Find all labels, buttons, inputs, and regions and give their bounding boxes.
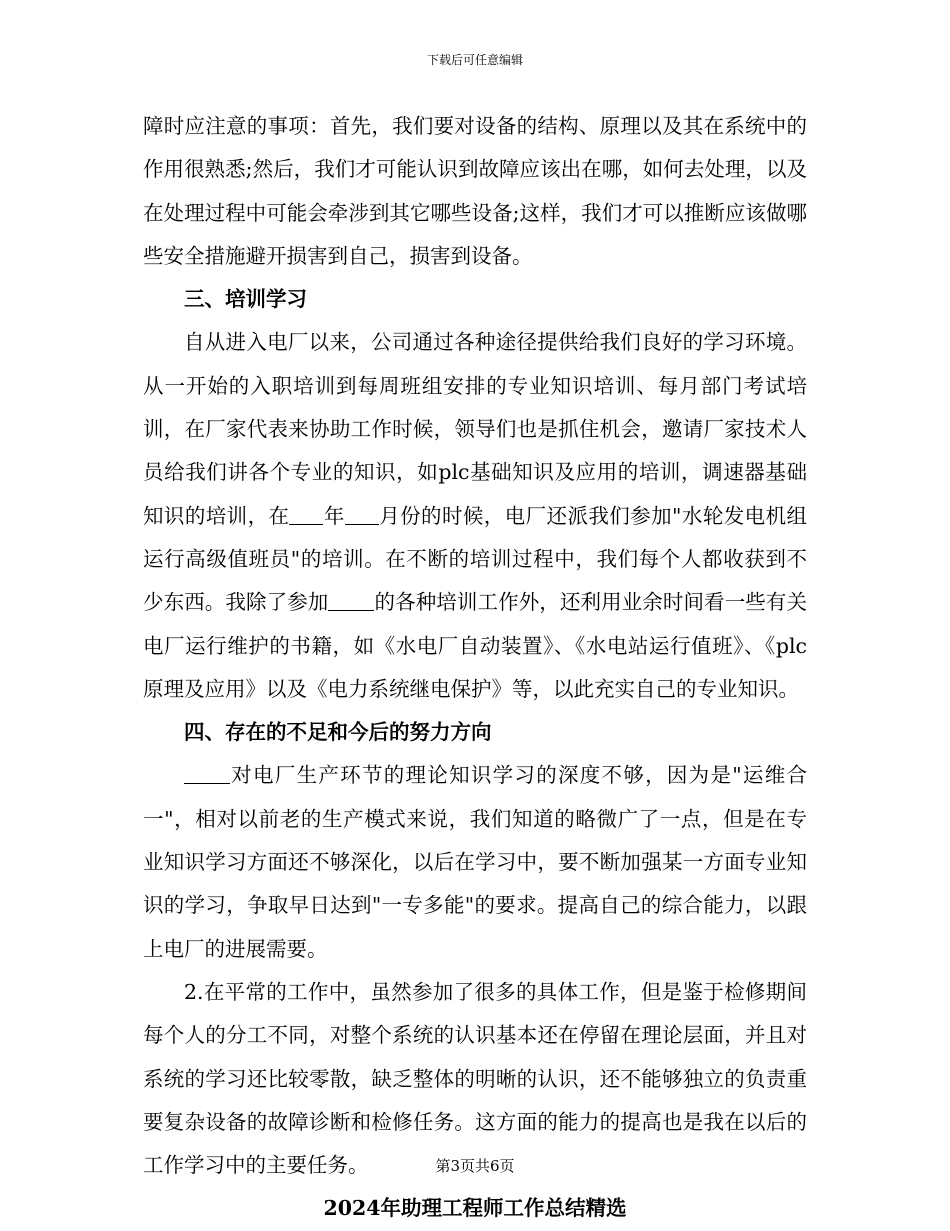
paragraph-shortcoming-1-text: 对电厂生产环节的理论知识学习的深度不够，因为是"运维合一"，相对以前老的生产模式来说，我们知道的略微广了一点，但是在专业知识学习方面还不够深化，以后在学习中，要不断加强某一方面专业知识的学习，争取早日达到"一专多能"的要求。提高自己的综合能力，以跟上电厂的进展需要。	[143, 763, 807, 961]
paragraph-shortcoming-1	[143, 754, 807, 970]
paragraph-training-part2: 月份的时候，电厂还派我们参加"水轮发电机组运行高级值班员"的培训。在不断的培训过程中，我们每个人都收获到不少东西。我除了参加	[143, 503, 808, 615]
paragraph-training-part1: 自从进入电厂以来，公司通过各种途径提供给我们良好的学习环境。从一开始的入职培训到每周班组安排的专业知识培训、每月部门考试培训，在厂家代表来协助工作时候，领导们也是抓住机会，邀请厂家技术人员给我们讲各个专业的知识，如plc基础知识及应用的培训，调速器基础知识的培训，在	[143, 330, 807, 528]
paragraph-training-year: 年	[323, 503, 345, 528]
paragraph-safety-notes: 障时应注意的事项：首先，我们要对设备的结构、原理以及其在系统中的作用很熟悉;然后，我们才可能认识到故障应该出在哪，如何去处理，以及在处理过程中可能会牵涉到其它哪些设备;这样，我们才可以推断应该做哪些安全措施避开损害到自己，损害到设备。	[143, 114, 807, 268]
section-heading-shortcomings: 四、存在的不足和今后的努力方向	[184, 720, 492, 745]
blank-underline	[184, 763, 230, 785]
blank-underline	[345, 503, 379, 525]
blank-underline	[328, 590, 374, 612]
page-header: 下载后可任意编辑	[426, 53, 523, 67]
document-title: 2024年助理工程师工作总结精选	[323, 1196, 627, 1221]
blank-underline	[289, 503, 323, 525]
section-heading-training: 三、培训学习	[184, 287, 307, 312]
page-footer: 第3页共6页	[435, 1157, 515, 1175]
paragraph-training	[143, 321, 807, 711]
document-body	[143, 105, 807, 1231]
paragraph-shortcoming-2: 2.在平常的工作中，虽然参加了很多的具体工作，但是鉴于检修期间每个人的分工不同，对整个系统的认识基本还在停留在理论层面，并且对系统的学习还比较零散，缺乏整体的明晰的认识，还不能够独立的负责重要复杂设备的故障诊断和检修任务。这方面的能力的提高也是我在以后的工作学习中的主要任务。	[143, 979, 807, 1178]
paragraph-training-part3: 的各种培训工作外，还利用业余时间看一些有关电厂运行维护的书籍，如《水电厂自动装置》、《水电站运行值班》、《plc原理及应用》以及《电力系统继电保护》等，以此充实自己的专业知识。	[143, 590, 808, 701]
